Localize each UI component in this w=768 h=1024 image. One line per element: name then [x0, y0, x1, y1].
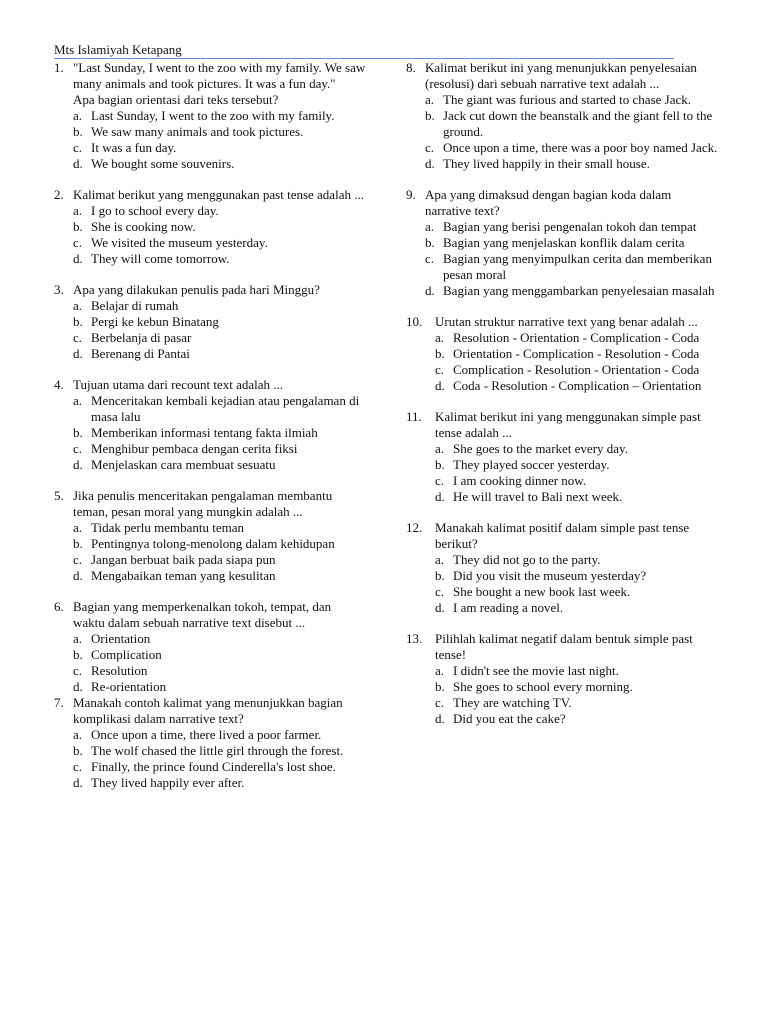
option-c: [73, 441, 366, 457]
question-text: Pilihlah kalimat negatif dalam bentuk simple past tense!: [435, 631, 693, 662]
option-a: [73, 727, 366, 743]
option-text: I am reading a novel.: [453, 600, 564, 615]
option-text: They played soccer yesterday.: [453, 457, 610, 472]
option-text: Finally, the prince found Cinderella's lost shoe.: [91, 759, 336, 774]
question-text: Apa yang dilakukan penulis pada hari Minggu?: [73, 282, 320, 297]
option-a: [73, 298, 366, 314]
options-list: [54, 203, 366, 267]
option-b: [435, 346, 718, 362]
option-d: [425, 283, 718, 299]
question-number: 13.: [406, 631, 423, 646]
right-column: [406, 60, 718, 742]
option-label: d.: [73, 251, 83, 266]
option-text: Orientation: [91, 631, 151, 646]
option-b: [73, 536, 366, 552]
option-a: [425, 92, 718, 108]
option-d: [73, 156, 366, 172]
option-label: a.: [73, 520, 83, 535]
option-text: We bought some souvenirs.: [91, 156, 235, 171]
options-list: [406, 92, 718, 172]
options-list: [54, 520, 366, 584]
question-number: 3.: [54, 282, 64, 297]
option-label: b.: [73, 124, 83, 139]
option-c: [73, 140, 366, 156]
options-list: [406, 663, 718, 727]
question-2: [54, 187, 366, 267]
option-text: Menghibur pembaca dengan cerita fiksi: [91, 441, 298, 456]
option-d: [73, 775, 366, 791]
question-number: 1.: [54, 60, 64, 75]
question-subtext: Apa bagian orientasi dari teks tersebut?: [73, 92, 279, 107]
option-c: [435, 362, 718, 378]
option-b: [73, 647, 366, 663]
option-label: a.: [73, 203, 83, 218]
option-label: d.: [73, 568, 83, 583]
option-text: She goes to school every morning.: [453, 679, 633, 694]
option-label: c.: [73, 140, 83, 155]
question-4: [54, 377, 366, 473]
question-text: Urutan struktur narrative text yang benar adalah ...: [435, 314, 698, 329]
option-a: [73, 631, 366, 647]
option-label: d.: [73, 775, 83, 790]
option-text: We visited the museum yesterday.: [91, 235, 268, 250]
option-text: Did you visit the museum yesterday?: [453, 568, 647, 583]
option-b: [435, 457, 718, 473]
question-number: 6.: [54, 599, 64, 614]
question-text: Manakah contoh kalimat yang menunjukkan bagian komplikasi dalam narrative text?: [73, 695, 343, 726]
options-list: [54, 108, 366, 172]
option-d: [73, 568, 366, 584]
option-text: Last Sunday, I went to the zoo with my family.: [91, 108, 335, 123]
option-a: [73, 203, 366, 219]
option-label: b.: [73, 743, 83, 758]
option-text: Resolution: [91, 663, 148, 678]
option-d: [425, 156, 718, 172]
options-list: [406, 219, 718, 299]
question-text: Bagian yang memperkenalkan tokoh, tempat, dan waktu dalam sebuah narrative text disebut ...: [73, 599, 332, 630]
option-a: [435, 330, 718, 346]
option-d: [435, 600, 718, 616]
option-c: [73, 663, 366, 679]
option-text: Jangan berbuat baik pada siapa pun: [91, 552, 276, 567]
question-8: [406, 60, 718, 172]
option-text: She goes to the market every day.: [453, 441, 628, 456]
option-text: Jack cut down the beanstalk and the giant fell to the ground.: [443, 108, 713, 139]
question-text: Apa yang dimaksud dengan bagian koda dalam narrative text?: [425, 187, 672, 218]
option-text: Memberikan informasi tentang fakta ilmiah: [91, 425, 318, 440]
question-number: 11.: [406, 409, 422, 424]
option-a: [73, 393, 366, 425]
option-c: [73, 330, 366, 346]
question-7: [54, 695, 366, 791]
options-list: [406, 330, 718, 394]
option-text: Mengabaikan teman yang kesulitan: [91, 568, 276, 583]
option-label: a.: [73, 727, 83, 742]
option-text: She is cooking now.: [91, 219, 196, 234]
option-label: d.: [425, 156, 435, 171]
question-11: [406, 409, 718, 505]
option-d: [435, 489, 718, 505]
option-text: Bagian yang berisi pengenalan tokoh dan tempat: [443, 219, 697, 234]
option-text: Once upon a time, there was a poor boy named Jack.: [443, 140, 718, 155]
question-number: 2.: [54, 187, 64, 202]
question-text: Tujuan utama dari recount text adalah ...: [73, 377, 283, 392]
option-label: b.: [73, 536, 83, 551]
options-list: [54, 631, 366, 695]
option-text: Resolution - Orientation - Complication - Coda: [453, 330, 700, 345]
option-text: They will come tomorrow.: [91, 251, 230, 266]
options-list: [406, 441, 718, 505]
options-list: [54, 298, 366, 362]
option-c: [425, 251, 718, 283]
question-13: [406, 631, 718, 727]
option-label: b.: [73, 425, 83, 440]
option-text: Menceritakan kembali kejadian atau pengalaman di masa lalu: [91, 393, 360, 424]
option-b: [425, 108, 718, 140]
option-text: The wolf chased the little girl through the forest.: [91, 743, 344, 758]
question-6: [54, 599, 366, 695]
option-label: a.: [435, 663, 445, 678]
option-label: b.: [435, 568, 445, 583]
question-text: Kalimat berikut ini yang menggunakan simple past tense adalah ...: [435, 409, 701, 440]
question-5: [54, 488, 366, 584]
left-column: [54, 60, 366, 806]
option-label: b.: [73, 219, 83, 234]
question-text: Jika penulis menceritakan pengalaman membantu teman, pesan moral yang mungkin adalah ...: [73, 488, 333, 519]
option-a: [435, 663, 718, 679]
option-label: a.: [435, 330, 445, 345]
option-a: [73, 520, 366, 536]
question-number: 5.: [54, 488, 64, 503]
option-label: b.: [435, 346, 445, 361]
school-name: Mts Islamiyah Ketapang: [54, 42, 182, 57]
option-label: a.: [73, 393, 83, 408]
option-label: d.: [435, 600, 445, 615]
question-10: [406, 314, 718, 394]
option-label: c.: [435, 473, 445, 488]
option-label: d.: [425, 283, 435, 298]
options-list: [406, 552, 718, 616]
option-label: a.: [435, 552, 445, 567]
option-b: [73, 743, 366, 759]
option-d: [73, 251, 366, 267]
option-a: [73, 108, 366, 124]
question-9: [406, 187, 718, 299]
option-text: They did not go to the party.: [453, 552, 601, 567]
option-c: [435, 473, 718, 489]
option-label: c.: [425, 251, 435, 266]
option-text: Pergi ke kebun Binatang: [91, 314, 219, 329]
option-text: The giant was furious and started to chase Jack.: [443, 92, 692, 107]
option-label: c.: [425, 140, 435, 155]
option-label: d.: [435, 378, 445, 393]
option-text: Pentingnya tolong-menolong dalam kehidupan: [91, 536, 335, 551]
option-text: Re-orientation: [91, 679, 167, 694]
option-text: Coda - Resolution - Complication – Orientation: [453, 378, 702, 393]
question-text: Kalimat berikut ini yang menunjukkan penyelesaian (resolusi) dari sebuah narrative text adalah ...: [425, 60, 697, 91]
question-12: [406, 520, 718, 616]
question-number: 7.: [54, 695, 64, 710]
question-1: [54, 60, 366, 172]
option-b: [73, 425, 366, 441]
option-b: [73, 124, 366, 140]
option-text: It was a fun day.: [91, 140, 177, 155]
option-b: [73, 219, 366, 235]
option-text: I go to school every day.: [91, 203, 219, 218]
option-text: We saw many animals and took pictures.: [91, 124, 304, 139]
options-list: [54, 393, 366, 473]
option-text: They lived happily ever after.: [91, 775, 245, 790]
question-text: "Last Sunday, I went to the zoo with my family. We saw many animals and took pictures. It was a fun day.": [73, 60, 366, 91]
question-text: Kalimat berikut yang menggunakan past tense adalah ...: [73, 187, 364, 202]
option-text: They lived happily in their small house.: [443, 156, 650, 171]
option-d: [435, 711, 718, 727]
option-label: b.: [73, 647, 83, 662]
option-text: Belajar di rumah: [91, 298, 179, 313]
option-label: b.: [435, 679, 445, 694]
option-text: Complication - Resolution - Orientation - Coda: [453, 362, 700, 377]
question-text: Manakah kalimat positif dalam simple past tense berikut?: [435, 520, 690, 551]
option-text: Orientation - Complication - Resolution - Coda: [453, 346, 700, 361]
option-label: c.: [435, 695, 445, 710]
option-d: [73, 346, 366, 362]
question-number: 9.: [406, 187, 416, 202]
option-d: [73, 457, 366, 473]
option-label: c.: [435, 584, 445, 599]
option-text: They are watching TV.: [453, 695, 572, 710]
option-label: a.: [73, 298, 83, 313]
option-b: [435, 568, 718, 584]
option-c: [425, 140, 718, 156]
option-label: c.: [73, 552, 83, 567]
option-label: c.: [73, 235, 83, 250]
option-a: [435, 552, 718, 568]
option-d: [435, 378, 718, 394]
option-c: [73, 759, 366, 775]
option-text: Complication: [91, 647, 162, 662]
option-label: c.: [73, 759, 83, 774]
option-label: a.: [425, 92, 435, 107]
option-label: b.: [425, 235, 435, 250]
question-number: 10.: [406, 314, 423, 329]
option-label: c.: [73, 441, 83, 456]
option-d: [73, 679, 366, 695]
question-number: 8.: [406, 60, 416, 75]
option-c: [73, 552, 366, 568]
option-label: c.: [73, 330, 83, 345]
option-text: I didn't see the movie last night.: [453, 663, 619, 678]
option-label: d.: [435, 711, 445, 726]
question-number: 4.: [54, 377, 64, 392]
option-text: Bagian yang menggambarkan penyelesaian masalah: [443, 283, 715, 298]
option-label: d.: [73, 156, 83, 171]
option-label: c.: [73, 663, 83, 678]
option-text: Once upon a time, there lived a poor farmer.: [91, 727, 322, 742]
option-text: I am cooking dinner now.: [453, 473, 587, 488]
options-list: [54, 727, 366, 791]
option-text: Tidak perlu membantu teman: [91, 520, 244, 535]
option-label: d.: [73, 457, 83, 472]
option-b: [425, 235, 718, 251]
option-c: [435, 695, 718, 711]
option-text: She bought a new book last week.: [453, 584, 631, 599]
page-header: [54, 42, 674, 59]
option-text: Menjelaskan cara membuat sesuatu: [91, 457, 276, 472]
option-text: Berenang di Pantai: [91, 346, 190, 361]
option-text: Bagian yang menyimpulkan cerita dan memberikan pesan moral: [443, 251, 712, 282]
option-c: [73, 235, 366, 251]
option-label: a.: [425, 219, 435, 234]
option-label: a.: [435, 441, 445, 456]
option-label: c.: [435, 362, 445, 377]
option-text: Did you eat the cake?: [453, 711, 566, 726]
option-label: d.: [73, 679, 83, 694]
option-b: [73, 314, 366, 330]
option-text: Berbelanja di pasar: [91, 330, 192, 345]
option-a: [425, 219, 718, 235]
option-label: a.: [73, 108, 83, 123]
option-label: d.: [435, 489, 445, 504]
option-label: b.: [435, 457, 445, 472]
option-a: [435, 441, 718, 457]
option-label: d.: [73, 346, 83, 361]
option-label: b.: [73, 314, 83, 329]
option-label: b.: [425, 108, 435, 123]
option-text: He will travel to Bali next week.: [453, 489, 623, 504]
option-label: a.: [73, 631, 83, 646]
question-number: 12.: [406, 520, 423, 535]
option-b: [435, 679, 718, 695]
option-c: [435, 584, 718, 600]
option-text: Bagian yang menjelaskan konflik dalam cerita: [443, 235, 685, 250]
question-3: [54, 282, 366, 362]
